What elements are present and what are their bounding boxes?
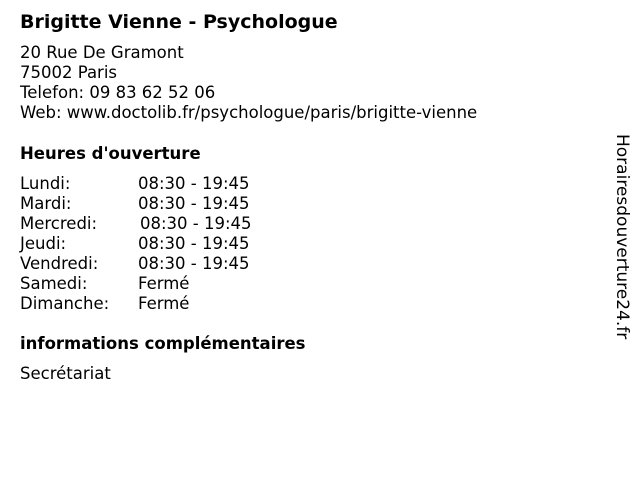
hours-row-tuesday [20, 194, 320, 214]
site-watermark [612, 134, 632, 374]
hours-day-label: Mercredi: [20, 214, 98, 233]
web-line: Web: www.doctolib.fr/psychologue/paris/brigitte-vienne [20, 103, 478, 122]
hours-row-thursday [20, 234, 320, 254]
address-street: 20 Rue De Gramont [20, 43, 184, 62]
hours-day-label: Vendredi: [20, 254, 99, 273]
hours-time-value: Fermé [138, 294, 190, 313]
hours-day-label: Jeudi: [20, 234, 67, 253]
hours-row-wednesday [20, 214, 320, 234]
hours-time-value: 08:30 - 19:45 [138, 174, 250, 193]
hours-row-saturday [20, 274, 320, 294]
hours-time-value: 08:30 - 19:45 [140, 214, 252, 233]
hours-day-label: Lundi: [20, 174, 71, 193]
address-city: 75002 Paris [20, 63, 118, 82]
phone-line: Telefon: 09 83 62 52 06 [20, 83, 216, 102]
hours-day-label: Dimanche: [20, 294, 110, 313]
opening-hours-list [20, 174, 320, 314]
hours-time-value: 08:30 - 19:45 [138, 194, 250, 213]
hours-row-friday [20, 254, 320, 274]
hours-row-monday [20, 174, 320, 194]
opening-hours-heading: Heures d'ouverture [20, 144, 201, 163]
contact-block [20, 43, 477, 123]
hours-day-label: Mardi: [20, 194, 72, 213]
hours-time-value: 08:30 - 19:45 [138, 234, 250, 253]
business-title: Brigitte Vienne - Psychologue [20, 11, 338, 33]
site-watermark-text: Horairesdouverture24.fr [612, 134, 632, 340]
hours-day-label: Samedi: [20, 274, 88, 293]
additional-info-heading: informations complémentaires [20, 334, 306, 353]
additional-info-text: Secrétariat [20, 364, 111, 383]
hours-time-value: Fermé [138, 274, 190, 293]
hours-time-value: 08:30 - 19:45 [138, 254, 250, 273]
hours-row-sunday [20, 294, 320, 314]
